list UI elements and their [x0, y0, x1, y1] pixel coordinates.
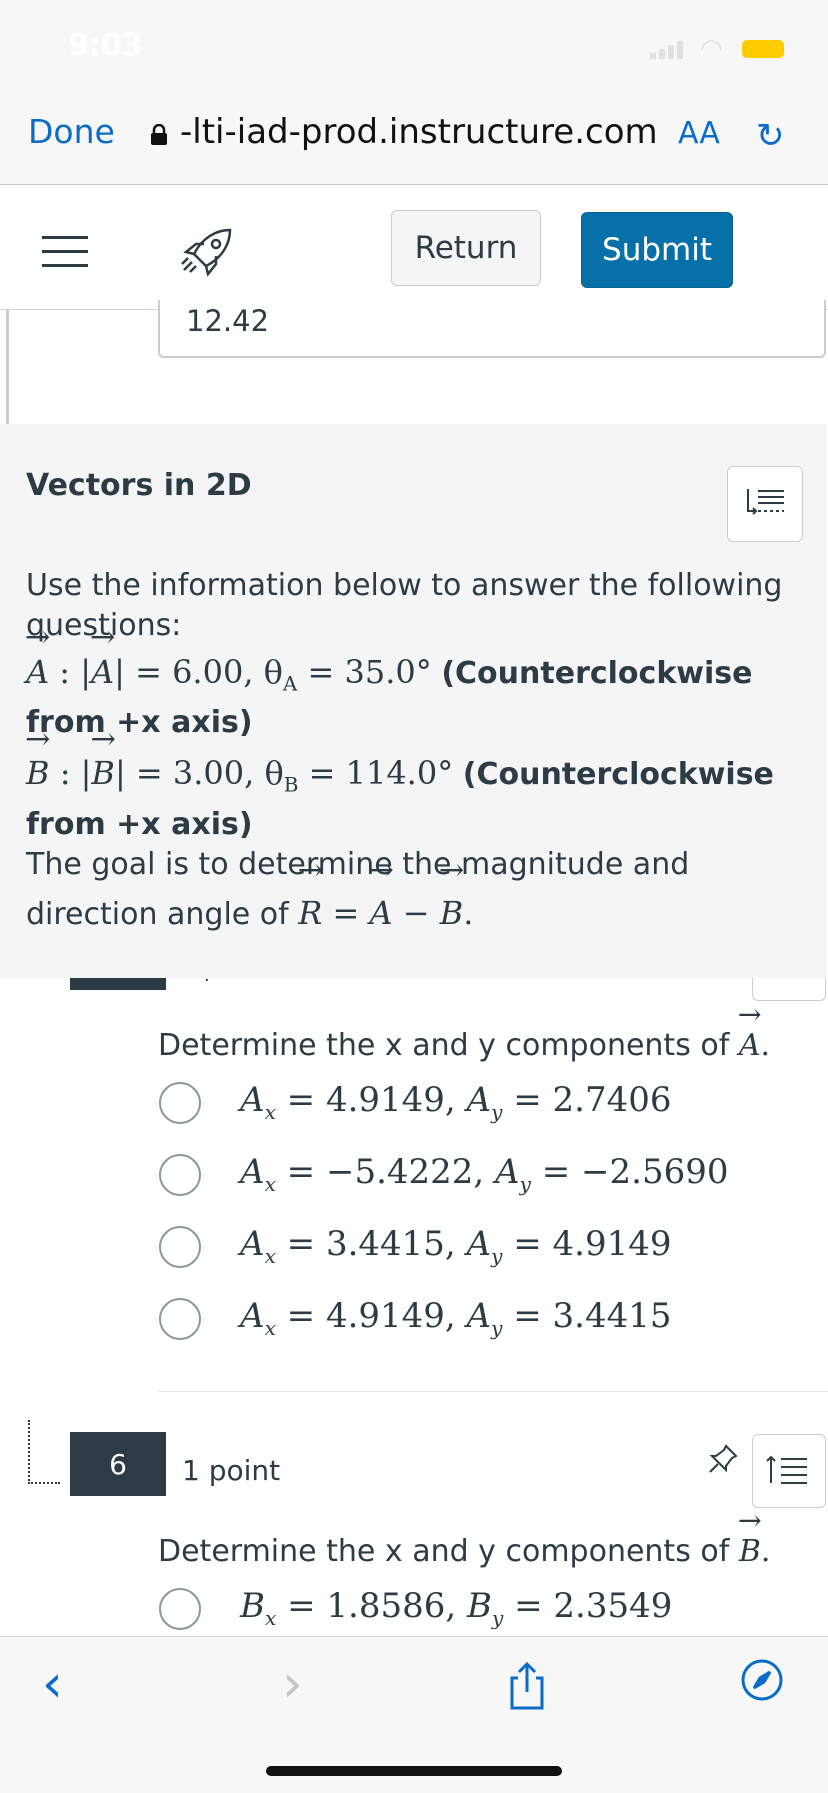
- pin-icon[interactable]: [704, 1440, 742, 1478]
- answer-radio-3[interactable]: [159, 1226, 201, 1268]
- vector-a-line: → A : |→ A| = 6.00, $\theta_A = 35.0^\circ$ (Counterclockwise from +x axis): [26, 652, 786, 743]
- question-bracket: [28, 1420, 60, 1484]
- previous-answer-value: 12.42: [186, 304, 270, 338]
- list-toggle-icon: [753, 1435, 825, 1507]
- battery-icon: [742, 40, 784, 58]
- question-toggle-button[interactable]: [752, 978, 826, 1001]
- stimulus-body: [26, 566, 786, 941]
- question-number-badge: 6: [70, 1432, 166, 1496]
- compass-icon[interactable]: [740, 1658, 784, 1702]
- stimulus-title: Vectors in 2D: [26, 468, 252, 503]
- answer-option-3: $A_x = 3.4415$, $A_y = 4.9149$: [240, 1224, 672, 1268]
- answer-radio-2[interactable]: [159, 1154, 201, 1196]
- signal-icon: [650, 40, 686, 59]
- wifi-icon: ◠: [700, 34, 723, 64]
- vector-a-note: (Counterclockwise from +x axis): [26, 656, 753, 741]
- text-size-button[interactable]: AA: [678, 116, 720, 151]
- list-toggle-icon: [728, 467, 802, 541]
- question-toggle-button[interactable]: [752, 1434, 826, 1508]
- submit-button[interactable]: Submit: [581, 212, 733, 288]
- status-time: 9:03: [68, 28, 143, 63]
- vector-b-symbol: → B: [26, 753, 50, 793]
- rocket-icon[interactable]: [178, 222, 238, 282]
- question-prompt: Determine the x and y components of → A.: [158, 1028, 770, 1063]
- vector-a-symbol: → A: [26, 652, 49, 692]
- question-points: 1 point: [182, 1454, 281, 1487]
- answer-option-4: $A_x = 4.9149$, $A_y = 3.4415$: [240, 1296, 672, 1340]
- left-divider: [6, 310, 9, 424]
- answer-radio-1[interactable]: [159, 1588, 201, 1630]
- question-points: ·: [204, 970, 210, 991]
- return-button[interactable]: Return: [391, 210, 541, 286]
- share-icon[interactable]: [504, 1660, 550, 1712]
- chevron-right-icon[interactable]: ›: [282, 1654, 303, 1714]
- answer-radio-4[interactable]: [159, 1298, 201, 1340]
- vector-b-line: → B : |→ B| = 3.00, $\theta_B = 114.0^\circ$ (Counterclockwise from +x axis): [26, 753, 786, 844]
- url-field[interactable]: -lti-iad-prod.instructure.com: [180, 112, 658, 152]
- answer-option-1: $A_x = 4.9149$, $A_y = 2.7406$: [240, 1080, 672, 1124]
- question-number-badge: [70, 978, 166, 990]
- done-button[interactable]: Done: [28, 112, 115, 151]
- question-divider: [158, 1391, 828, 1392]
- lock-icon: [148, 124, 170, 146]
- answer-option-1: $B_x = 1.8586$, $B_y = 2.3549$: [240, 1586, 673, 1630]
- goal-line: The goal is to determine the magnitude and direction angle of → R = → A − → B.: [26, 845, 786, 941]
- stimulus-toggle-button[interactable]: [727, 466, 803, 542]
- chevron-left-icon[interactable]: ‹: [42, 1654, 63, 1714]
- reload-icon[interactable]: ↻: [756, 116, 785, 156]
- answer-option-2: $A_x = -5.4222$, $A_y = -2.5690$: [240, 1152, 729, 1196]
- answer-radio-1[interactable]: [159, 1082, 201, 1124]
- hamburger-icon[interactable]: [42, 236, 88, 278]
- vector-b-note: (Counterclockwise from +x axis): [26, 757, 774, 842]
- question-prompt: Determine the x and y components of → B.: [158, 1534, 770, 1569]
- home-indicator: [266, 1766, 562, 1776]
- stimulus-intro: Use the information below to answer the following questions:: [26, 568, 783, 643]
